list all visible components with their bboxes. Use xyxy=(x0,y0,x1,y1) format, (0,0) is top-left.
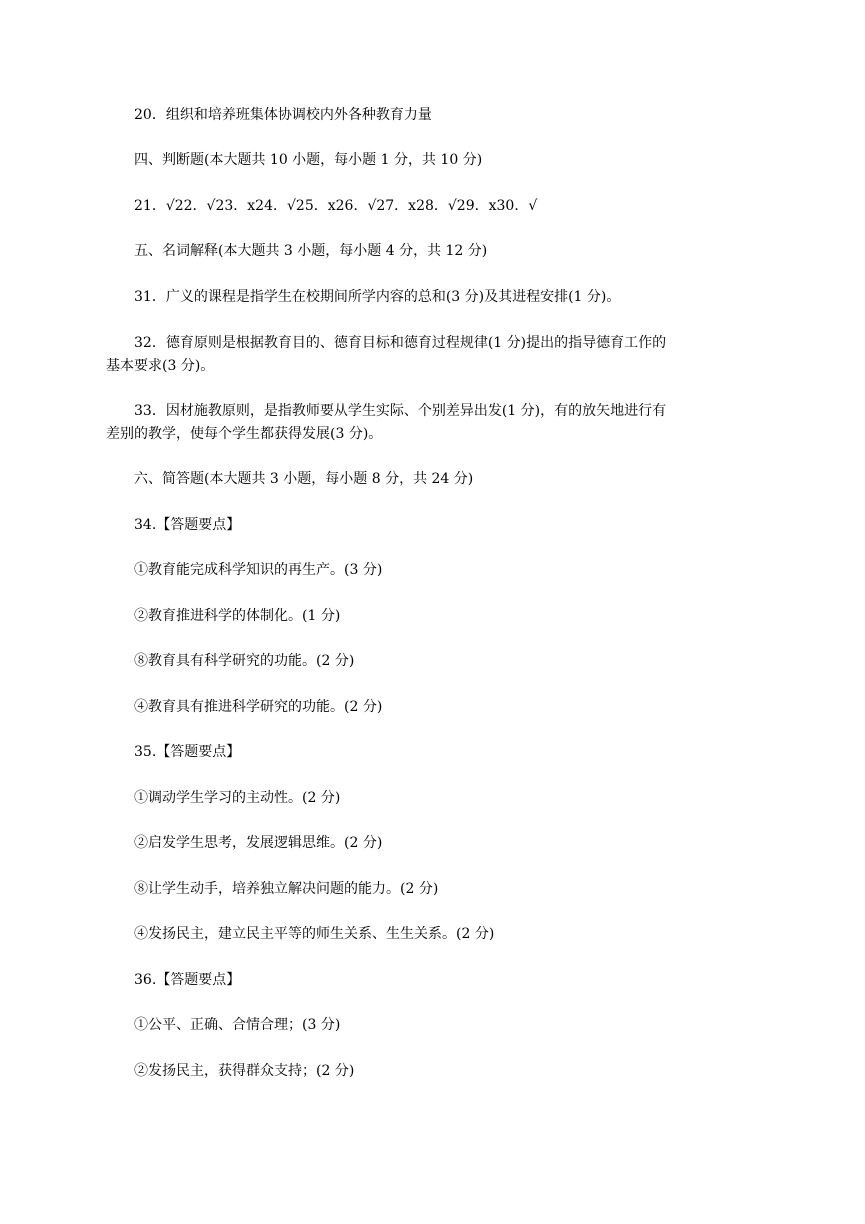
q36-point-2: ②发扬民主，获得群众支持；(2 分) xyxy=(134,1063,355,1079)
q36-heading: 36.【答题要点】 xyxy=(134,972,241,988)
answer-32-line-2: 基本要求(3 分)。 xyxy=(106,358,215,374)
answer-33-line-2: 差别的教学，使每个学生都获得发展(3 分)。 xyxy=(106,426,383,442)
q35-heading: 35.【答题要点】 xyxy=(134,744,241,760)
q34-point-4: ④教育具有推进科学研究的功能。(2 分) xyxy=(134,699,383,715)
section-6-heading: 六、简答题(本大题共 3 小题，每小题 8 分，共 24 分) xyxy=(134,471,474,487)
q34-heading: 34.【答题要点】 xyxy=(134,517,241,533)
q35-point-1: ①调动学生学习的主动性。(2 分) xyxy=(134,790,341,806)
answer-31: 31．广义的课程是指学生在校期间所学内容的总和(3 分)及其进程安排(1 分)。 xyxy=(134,289,621,305)
q35-point-4: ④发扬民主，建立民主平等的师生关系、生生关系。(2 分) xyxy=(134,926,495,942)
answers-21-30: 21．√22．√23．x24．√25．x26．√27．x28．√29．x30．√ xyxy=(134,198,538,214)
answer-20: 20．组织和培养班集体协调校内外各种教育力量 xyxy=(134,107,432,123)
q35-point-3: ⑧让学生动手，培养独立解决问题的能力。(2 分) xyxy=(134,881,439,897)
q35-point-2: ②启发学生思考，发展逻辑思维。(2 分) xyxy=(134,835,383,851)
q36-point-1: ①公平、正确、合情合理；(3 分) xyxy=(134,1017,341,1033)
section-4-heading: 四、判断题(本大题共 10 小题，每小题 1 分，共 10 分) xyxy=(134,152,483,168)
q34-point-3: ⑧教育具有科学研究的功能。(2 分) xyxy=(134,653,355,669)
q34-point-1: ①教育能完成科学知识的再生产。(3 分) xyxy=(134,562,383,578)
answer-33 xyxy=(106,400,734,446)
answer-32-line-1: 32．德育原则是根据教育目的、德育目标和德育过程规律(1 分)提出的指导德育工作的 xyxy=(134,335,667,351)
answer-32 xyxy=(106,332,734,378)
section-5-heading: 五、名词解释(本大题共 3 小题，每小题 4 分，共 12 分) xyxy=(134,243,488,259)
answer-33-line-1: 33．因材施教原则，是指教师要从学生实际、个别差异出发(1 分)，有的放矢地进行有 xyxy=(134,403,667,419)
q34-point-2: ②教育推进科学的体制化。(1 分) xyxy=(134,608,341,624)
